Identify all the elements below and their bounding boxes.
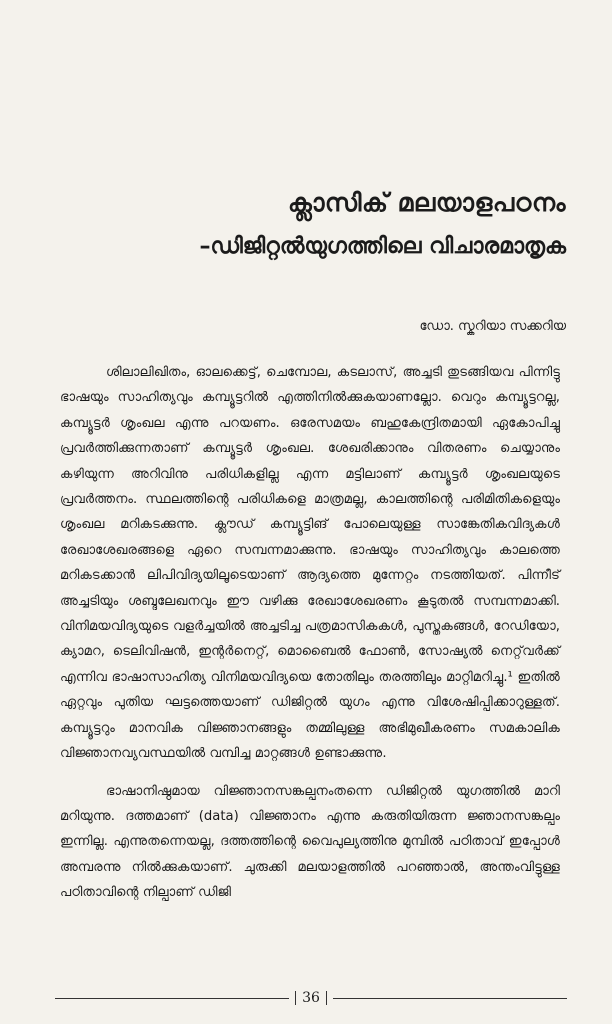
article-subtitle: –ഡിജിറ്റൽയുഗത്തിലെ വിചാരമാതൃക [199, 234, 566, 259]
footer-rule-right [333, 998, 567, 999]
footer-divider-left [295, 991, 296, 1005]
author-name: ഡോ. സ്കറിയാ സക്കറിയ [419, 319, 566, 334]
paragraph-2: ഭാഷാനിഷ്ഠമായ വിജ്ഞാനസങ്കല്പനംതന്നെ ഡിജിറ്റൽ യുഗത്തിൽ മാറി മറിയുന്നു. ദത്തമാണ് (data) വിജ്ഞാനം എന്നു കരുതിയിരുന്ന ജ്ഞാനസങ്കല്പം ഇന്നില്ല. എന്നുതന്നെയല്ല, ദത്തത്തിന്റെ വൈപുല്യത്തിനു മുമ്പിൽ പഠിതാവ് ഇപ്പോൾ അമ്പരന്നു നിൽക്കുകയാണ്. ചുരുക്കി മലയാളത്തിൽ പറഞ്ഞാൽ, അന്തംവിട്ടുള്ള പഠിതാവിന്റെ നില്പാണ് ഡിജി [60, 783, 560, 901]
page-number: 36 [302, 990, 320, 1006]
article-body [60, 360, 560, 918]
article-title: ക്ലാസിക് മലയാളപഠനം [287, 188, 566, 217]
footer-rule-left [55, 998, 289, 999]
page-footer [55, 990, 567, 1006]
paragraph-1: ശിലാലിഖിതം, ഓലക്കെട്ട്, ചെമ്പോല, കടലാസ്, അച്ചടി തുടങ്ങിയവ പിന്നിട്ടു ഭാഷയും സാഹിത്യവും കമ്പ്യൂട്ടറിൽ എത്തിനിൽക്കുകയാണല്ലോ. വെറും കമ്പ്യൂട്ടറല്ല, കമ്പ്യൂട്ടർ ശൃംഖല എന്നു പറയണം. ഒരേസമയം ബഹുകേന്ദ്രിതമായി ഏകോപിച്ചു പ്രവർത്തിക്കുന്നതാണ് കമ്പ്യൂട്ടർ ശൃംഖല. ശേഖരിക്കാനും വിതരണം ചെയ്യാനും കഴിയുന്ന അറിവിനു പരിധികളില്ല എന്ന മട്ടിലാണ് കമ്പ്യൂട്ടർ ശൃംഖലയുടെ പ്രവർത്തനം. സ്ഥലത്തിന്റെ പരിധികളെ മാത്രമല്ല, കാലത്തിന്റെ പരിമിതികളെയും ശൃംഖല മറികടക്കുന്നു. ക്ലൗഡ് കമ്പ്യൂട്ടിങ് പോലെയുള്ള സാങ്കേതികവിദ്യകൾ രേഖാശേഖരങ്ങളെ ഏറെ സമ്പന്നമാക്കുന്നു. ഭാഷയും സാഹിത്യവും കാലത്തെ മറികടക്കാൻ ലിപിവിദ്യയിലൂടെയാണ് ആദ്യത്തെ മുന്നേറ്റം നടത്തിയത്. പിന്നീട് അച്ചടിയും ശബ്ദലേഖനവും ഈ വഴിക്കു രേഖാശേഖരണം കൂടുതൽ സമ്പന്നമാക്കി. വിനിമയവിദ്യയുടെ വളർച്ചയിൽ അച്ചടിച്ച പത്രമാസികകൾ, പുസ്തകങ്ങൾ, റേഡിയോ, ക്യാമറ, ടെലിവിഷൻ, ഇന്റർനെറ്റ്, മൊബൈൽ ഫോൺ, സോഷ്യൽ നെറ്റ്‌വർക്ക് എന്നിവ ഭാഷാസാഹിത്യ വിനിമയവിദ്യയെ തോതിലും തരത്തിലും മാറ്റിമറിച്ചു.¹ ഇതിൽ ഏറ്റവും പുതിയ ഘട്ടത്തെയാണ് ഡിജിറ്റൽ യുഗം എന്നു വിശേഷിപ്പിക്കാറുള്ളത്. കമ്പ്യൂട്ടറും മാനവിക വിജ്ഞാനങ്ങളും തമ്മിലുള്ള അഭിമുഖീകരണം സമകാലിക വിജ്ഞാനവ്യവസ്ഥയിൽ വമ്പിച്ച മാറ്റങ്ങൾ ഉണ്ടാക്കുന്നു. [60, 365, 560, 762]
footer-divider-right [326, 991, 327, 1005]
